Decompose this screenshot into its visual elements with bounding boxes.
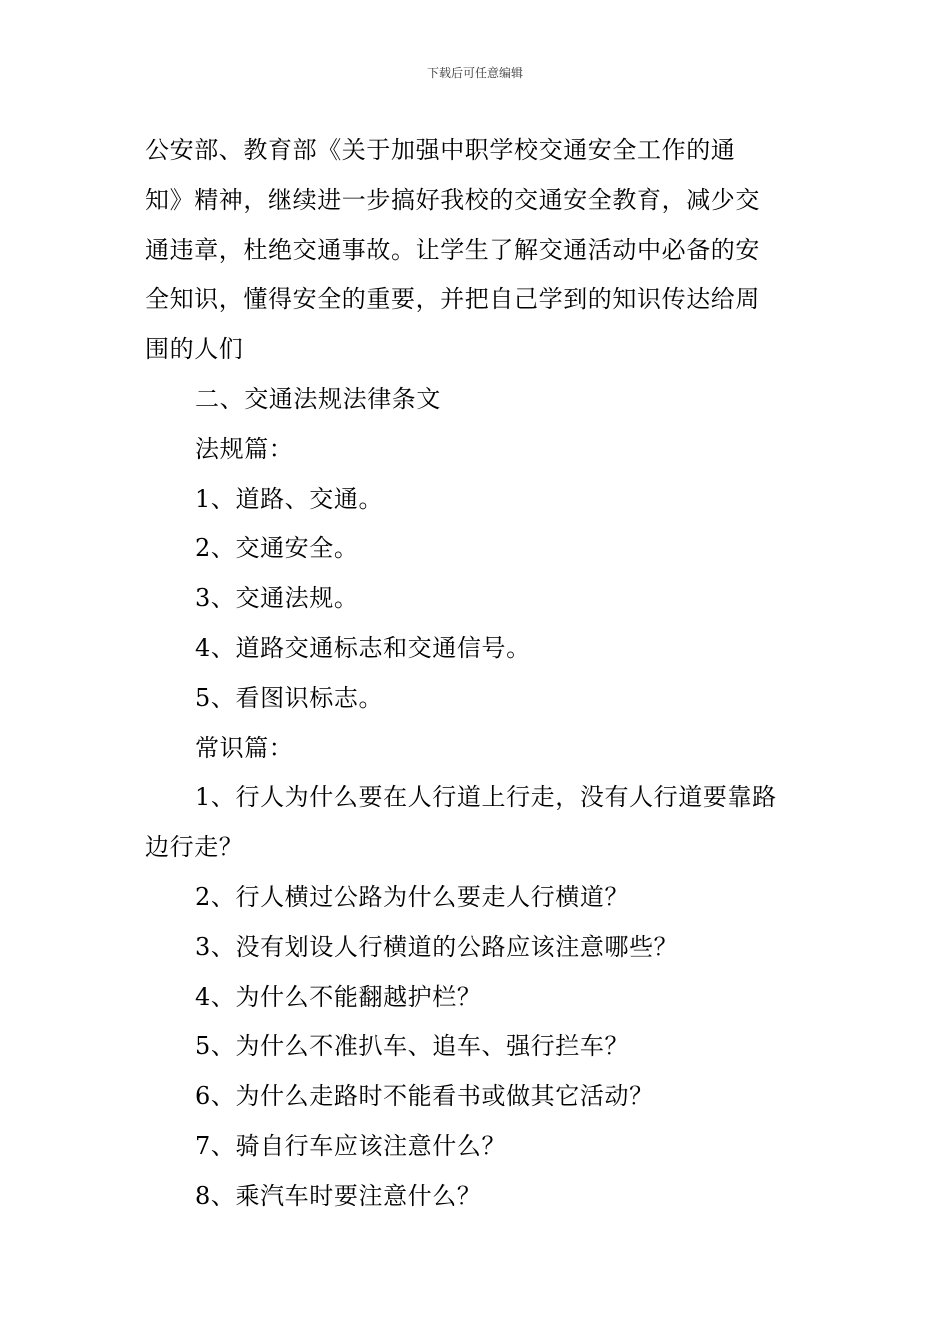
regulations-item: 1、道路、交通。 — [195, 484, 384, 513]
knowledge-item: 3、没有划设人行横道的公路应该注意哪些？ — [195, 932, 679, 961]
intro-line-2: 知》精神，继续进一步搞好我校的交通安全教育，减少交 — [145, 185, 760, 214]
knowledge-item-1-line-1: 1、行人为什么要在人行道上行走，没有人行道要靠路 — [195, 783, 777, 812]
knowledge-item: 7、骑自行车应该注意什么？ — [195, 1131, 507, 1160]
regulations-item: 3、交通法规。 — [195, 584, 359, 613]
page-header-note: 下载后可任意编辑 — [426, 66, 523, 80]
intro-line-1: 公安部、教育部《关于加强中职学校交通安全工作的通 — [145, 136, 736, 164]
section-title: 二、交通法规法律条文 — [195, 384, 441, 413]
regulations-item: 2、交通安全。 — [195, 534, 359, 563]
knowledge-item: 8、乘汽车时要注意什么？ — [195, 1181, 482, 1210]
intro-line-3: 通违章，杜绝交通事故。让学生了解交通活动中必备的安 — [145, 235, 760, 264]
knowledge-heading: 常识篇： — [195, 733, 294, 762]
knowledge-item: 6、为什么走路时不能看书或做其它活动？ — [195, 1082, 654, 1111]
regulations-heading: 法规篇： — [195, 434, 294, 463]
intro-line-5: 围的人们 — [145, 335, 244, 364]
regulations-item: 5、看图识标志。 — [195, 683, 384, 712]
document-body — [145, 126, 811, 1222]
knowledge-item: 2、行人横过公路为什么要走人行横道？ — [195, 882, 630, 911]
intro-line-4: 全知识，懂得安全的重要，并把自己学到的知识传达给周 — [145, 285, 760, 314]
regulations-item: 4、道路交通标志和交通信号。 — [195, 633, 531, 662]
knowledge-item: 4、为什么不能翻越护栏？ — [195, 982, 482, 1011]
knowledge-item: 5、为什么不准扒车、追车、强行拦车？ — [195, 1032, 630, 1061]
knowledge-item-1-line-2: 边行走？ — [145, 833, 244, 862]
